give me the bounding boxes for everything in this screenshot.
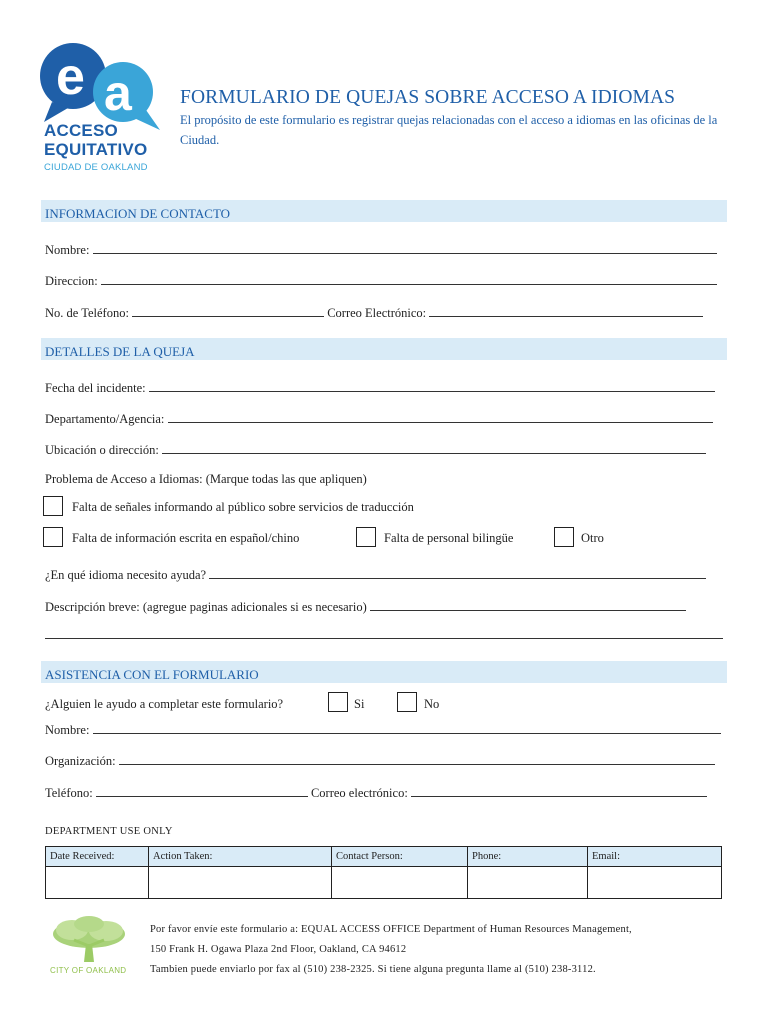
col-action-taken: Action Taken: xyxy=(149,847,332,867)
acceso-equitativo-logo xyxy=(38,40,168,180)
assistance-question: ¿Alguien le ayudo a completar este formulario? xyxy=(45,697,284,711)
logo-name-line1: ACCESO xyxy=(44,121,118,140)
department-table-row xyxy=(46,867,722,899)
location-label: Ubicación o dirección: xyxy=(45,443,159,457)
description-label: Descripción breve: (agregue paginas adicionales si es necesario) xyxy=(45,600,367,614)
checkbox-missing-signs[interactable] xyxy=(43,496,63,516)
language-field[interactable] xyxy=(209,566,706,579)
logo-letter-a: a xyxy=(104,65,132,121)
contact-address-field[interactable] xyxy=(101,272,717,285)
cell-phone[interactable] xyxy=(468,867,588,899)
col-email: Email: xyxy=(588,847,722,867)
department-label: Departamento/Agencia: xyxy=(45,412,165,426)
helper-phone-field[interactable] xyxy=(96,784,308,797)
helper-name-field[interactable] xyxy=(93,721,721,734)
checkbox-assisted-yes[interactable] xyxy=(328,692,348,712)
cell-contact-person[interactable] xyxy=(332,867,468,899)
contact-email-field[interactable] xyxy=(429,304,703,317)
cell-action-taken[interactable] xyxy=(149,867,332,899)
option-missing-bilingual-staff: Falta de personal bilingüe xyxy=(384,531,514,545)
department-use-table xyxy=(45,846,722,899)
department-table-header xyxy=(46,847,722,867)
cell-email[interactable] xyxy=(588,867,722,899)
logo-wordmark xyxy=(44,121,147,159)
section-assistance-header xyxy=(41,661,727,683)
incident-date-field[interactable] xyxy=(149,379,715,392)
section-complaint-header xyxy=(41,338,727,360)
logo-name-line2: EQUITATIVO xyxy=(44,140,148,159)
contact-phone-label: No. de Teléfono: xyxy=(45,306,129,320)
logo-letter-e: e xyxy=(56,48,85,106)
department-use-label: DEPARTMENT USE ONLY xyxy=(45,826,173,837)
contact-name-field[interactable] xyxy=(93,241,717,254)
cell-date-received[interactable] xyxy=(46,867,149,899)
helper-phone-email-row xyxy=(45,784,707,801)
contact-phone-email-row xyxy=(45,304,703,321)
oak-tree-icon xyxy=(48,914,130,974)
section-assistance-title: ASISTENCIA CON EL FORMULARIO xyxy=(45,667,259,682)
checkbox-assisted-no[interactable] xyxy=(397,692,417,712)
section-complaint-title: DETALLES DE LA QUEJA xyxy=(45,344,195,359)
footer-line-2: 150 Frank H. Ogawa Plaza 2nd Floor, Oakland, CA 94612 xyxy=(150,944,407,955)
helper-phone-label: Teléfono: xyxy=(45,786,93,800)
option-missing-written-info: Falta de información escrita en español/chino xyxy=(72,531,300,545)
description-field[interactable] xyxy=(370,598,686,611)
page-title: FORMULARIO DE QUEJAS SOBRE ACCESO A IDIOMAS xyxy=(180,87,676,108)
organization-field[interactable] xyxy=(119,752,715,765)
organization-row xyxy=(45,752,715,769)
helper-email-field[interactable] xyxy=(411,784,707,797)
helper-email-label: Correo electrónico: xyxy=(310,786,408,800)
logo-city: CIUDAD DE OAKLAND xyxy=(44,162,148,173)
problem-label: Problema de Acceso a Idiomas: (Marque todas las que apliquen) xyxy=(45,472,367,486)
option-missing-signs: Falta de señales informando al público sobre servicios de traducción xyxy=(72,500,414,514)
footer-line-1: Por favor envíe este formulario a: EQUAL ACCESS OFFICE Department of Human Resources Management, xyxy=(150,924,632,935)
location-field[interactable] xyxy=(162,441,706,454)
footer-line-3: Tambien puede enviarlo por fax al (510) 238-2325. Si tiene alguna pregunta llame al (510) 238-3112. xyxy=(150,964,596,975)
language-label: ¿En qué idioma necesito ayuda? xyxy=(45,568,207,582)
location-row xyxy=(45,441,706,458)
helper-name-row xyxy=(45,721,721,738)
page-subtitle: El propósito de este formulario es registrar quejas relacionadas con el acceso a idiomas en las oficinas de la Ciudad. xyxy=(180,113,718,147)
description-row xyxy=(45,598,686,615)
contact-email-label: Correo Electrónico: xyxy=(327,306,427,320)
assisted-no-label: No xyxy=(424,697,440,711)
contact-name-row xyxy=(45,241,717,258)
section-contact-title: INFORMACION DE CONTACTO xyxy=(45,206,231,221)
description-field-continued[interactable] xyxy=(45,638,723,639)
col-date-received: Date Received: xyxy=(46,847,149,867)
assisted-yes-label: Si xyxy=(354,697,365,711)
col-phone: Phone: xyxy=(468,847,588,867)
contact-phone-field[interactable] xyxy=(132,304,324,317)
contact-address-row xyxy=(45,272,717,289)
section-contact-header xyxy=(41,200,727,222)
checkbox-missing-bilingual-staff[interactable] xyxy=(356,527,376,547)
contact-address-label: Direccion: xyxy=(45,274,98,288)
department-field[interactable] xyxy=(168,410,713,423)
language-row xyxy=(45,566,706,583)
checkbox-missing-written-info[interactable] xyxy=(43,527,63,547)
incident-date-row xyxy=(45,379,715,396)
organization-label: Organización: xyxy=(45,754,116,768)
col-contact-person: Contact Person: xyxy=(332,847,468,867)
option-other: Otro xyxy=(581,531,604,545)
helper-name-label: Nombre: xyxy=(45,723,90,737)
department-row xyxy=(45,410,713,427)
city-of-oakland-logo: CITY OF OAKLAND xyxy=(50,966,127,975)
checkbox-other[interactable] xyxy=(554,527,574,547)
contact-name-label: Nombre: xyxy=(45,243,90,257)
incident-date-label: Fecha del incidente: xyxy=(45,381,146,395)
